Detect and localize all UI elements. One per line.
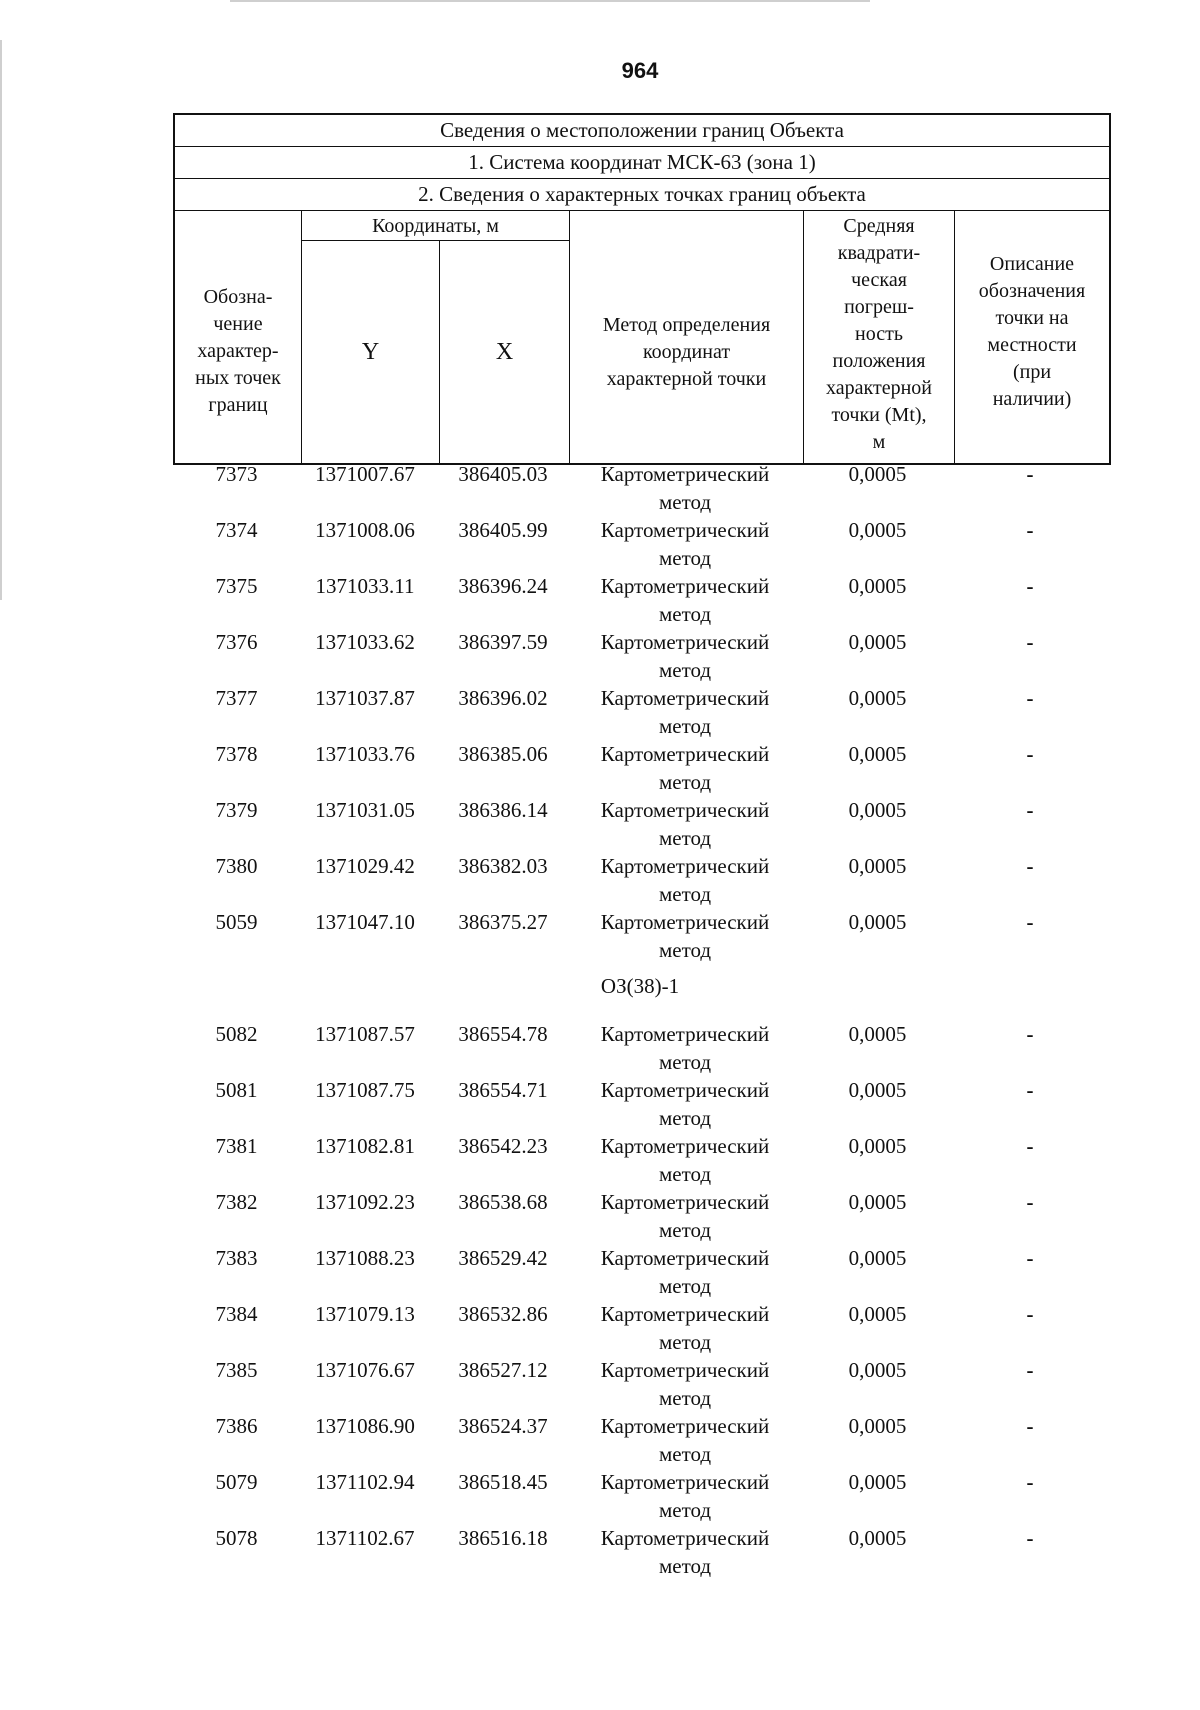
description: - [1026, 1022, 1034, 1046]
method: Картометрический метод [600, 1414, 770, 1466]
method: Картометрический метод [600, 1078, 770, 1130]
coord-x: 386405.03 [458, 462, 548, 486]
column-header-error-label: Средняя квадрати- ческая погреш- ность положения характерной точки (Mt), м [826, 215, 932, 453]
point-id: 5081 [215, 1078, 258, 1102]
coord-y: 1371087.57 [315, 1022, 415, 1046]
description: - [1026, 574, 1034, 598]
column-header-description [955, 211, 1109, 463]
error-value: 0,0005 [848, 1302, 907, 1326]
coord-x: 386397.59 [458, 630, 548, 654]
table-title: Сведения о местоположении границ Объекта [175, 115, 1109, 147]
error-value: 0,0005 [848, 1470, 907, 1494]
error-value: 0,0005 [848, 462, 907, 486]
coord-y: 1371007.67 [315, 462, 415, 486]
table-row [173, 796, 1111, 852]
method: Картометрический метод [600, 1022, 770, 1074]
method: Картометрический метод [600, 574, 770, 626]
table-row [173, 1076, 1111, 1132]
column-header-id [175, 211, 302, 463]
coord-y: 1371033.11 [315, 574, 415, 598]
table-row [173, 740, 1111, 796]
table-row [173, 1468, 1111, 1524]
point-id: 5078 [215, 1526, 258, 1550]
error-value: 0,0005 [848, 1078, 907, 1102]
point-id: 5079 [215, 1470, 258, 1494]
method: Картометрический метод [600, 686, 770, 738]
coord-x: 386396.24 [458, 574, 548, 598]
coord-y: 1371029.42 [315, 854, 415, 878]
coord-x: 386538.68 [458, 1190, 548, 1214]
coord-x: 386524.37 [458, 1414, 548, 1438]
description: - [1026, 1134, 1034, 1158]
error-value: 0,0005 [848, 630, 907, 654]
point-id: 7381 [215, 1134, 258, 1158]
error-value: 0,0005 [848, 854, 907, 878]
table-body [173, 460, 1111, 1580]
method: Картометрический метод [600, 1134, 770, 1186]
coord-x: 386532.86 [458, 1302, 548, 1326]
point-id: 5082 [215, 1022, 258, 1046]
column-header-id-label: Обозна- чение характер- ных точек границ [195, 285, 281, 416]
error-value: 0,0005 [848, 574, 907, 598]
table-row [173, 908, 1111, 964]
table-row [173, 572, 1111, 628]
point-id: 7374 [215, 518, 258, 542]
coord-x: 386516.18 [458, 1526, 548, 1550]
table-row [173, 684, 1111, 740]
scan-artifact-top [230, 0, 870, 2]
table-row [173, 1524, 1111, 1580]
table-row [173, 1244, 1111, 1300]
error-value: 0,0005 [848, 1526, 907, 1550]
coord-x: 386554.71 [458, 1078, 548, 1102]
method: Картометрический метод [600, 1470, 770, 1522]
coord-y: 1371047.10 [315, 910, 415, 934]
table-row [173, 1412, 1111, 1468]
description: - [1026, 1358, 1034, 1382]
coord-x: 386527.12 [458, 1358, 548, 1382]
coord-y: 1371037.87 [315, 686, 415, 710]
method: Картометрический метод [600, 854, 770, 906]
description: - [1026, 518, 1034, 542]
coord-x: 386554.78 [458, 1022, 548, 1046]
description: - [1026, 1302, 1034, 1326]
coord-y: 1371033.62 [315, 630, 415, 654]
method: Картометрический метод [600, 1246, 770, 1298]
description: - [1026, 1078, 1034, 1102]
description: - [1026, 1526, 1034, 1550]
column-header-y: Y [302, 241, 440, 463]
coord-y: 1371102.94 [315, 1470, 415, 1494]
error-value: 0,0005 [848, 518, 907, 542]
coord-x: 386386.14 [458, 798, 548, 822]
point-id: 7382 [215, 1190, 258, 1214]
point-id: 7375 [215, 574, 258, 598]
coord-y: 1371102.67 [315, 1526, 415, 1550]
method: Картометрический метод [600, 462, 770, 514]
description: - [1026, 910, 1034, 934]
column-header-description-label: Описание обозначения точки на местности (при наличии) [978, 253, 1086, 410]
coord-y: 1371092.23 [315, 1190, 415, 1214]
point-id: 7379 [215, 798, 258, 822]
error-value: 0,0005 [848, 686, 907, 710]
column-headers [175, 211, 1109, 463]
method: Картометрический метод [600, 630, 770, 682]
method: Картометрический метод [600, 798, 770, 850]
method: Картометрический метод [600, 910, 770, 962]
description: - [1026, 1470, 1034, 1494]
table-row [173, 460, 1111, 516]
table-header [173, 113, 1111, 465]
error-value: 0,0005 [848, 1246, 907, 1270]
column-header-x: X [440, 241, 570, 463]
coord-y: 1371082.81 [315, 1134, 415, 1158]
description: - [1026, 686, 1034, 710]
error-value: 0,0005 [848, 1022, 907, 1046]
coordinate-system: 1. Система координат МСК-63 (зона 1) [175, 147, 1109, 179]
method: Картометрический метод [600, 1190, 770, 1242]
page-number: 964 [621, 58, 659, 83]
error-value: 0,0005 [848, 1414, 907, 1438]
coord-x: 386518.45 [458, 1470, 548, 1494]
coord-y: 1371033.76 [315, 742, 415, 766]
description: - [1026, 630, 1034, 654]
table-row [173, 1188, 1111, 1244]
coord-x: 386405.99 [458, 518, 548, 542]
coord-y: 1371086.90 [315, 1414, 415, 1438]
table-row [173, 1356, 1111, 1412]
table-row [173, 1300, 1111, 1356]
point-id: 7383 [215, 1246, 258, 1270]
coord-y: 1371087.75 [315, 1078, 415, 1102]
description: - [1026, 1414, 1034, 1438]
column-header-method-label: Метод определения координат характерной точки [602, 313, 771, 390]
point-id: 7378 [215, 742, 258, 766]
subsection-title-text: ОЗ(38)-1 [600, 974, 680, 998]
description: - [1026, 742, 1034, 766]
scan-artifact-left [0, 40, 2, 600]
description: - [1026, 798, 1034, 822]
coord-x: 386529.42 [458, 1246, 548, 1270]
coord-x: 386396.02 [458, 686, 548, 710]
table-row [173, 516, 1111, 572]
error-value: 0,0005 [848, 798, 907, 822]
section-heading: 2. Сведения о характерных точках границ объекта [175, 179, 1109, 211]
error-value: 0,0005 [848, 1134, 907, 1158]
error-value: 0,0005 [848, 1190, 907, 1214]
description: - [1026, 462, 1034, 486]
column-header-error [804, 211, 955, 463]
point-id: 7385 [215, 1358, 258, 1382]
coord-y: 1371008.06 [315, 518, 415, 542]
coord-y: 1371079.13 [315, 1302, 415, 1326]
method: Картометрический метод [600, 1358, 770, 1410]
table-row [173, 628, 1111, 684]
error-value: 0,0005 [848, 1358, 907, 1382]
coord-x: 386382.03 [458, 854, 548, 878]
table-row [173, 852, 1111, 908]
coord-y: 1371088.23 [315, 1246, 415, 1270]
point-id: 7384 [215, 1302, 258, 1326]
method: Картометрический метод [600, 742, 770, 794]
method: Картометрический метод [600, 1302, 770, 1354]
point-id: 7380 [215, 854, 258, 878]
coord-x: 386385.06 [458, 742, 548, 766]
method: Картометрический метод [600, 1526, 770, 1578]
description: - [1026, 1190, 1034, 1214]
column-header-method [570, 211, 804, 463]
point-id: 7377 [215, 686, 258, 710]
point-id: 7386 [215, 1414, 258, 1438]
table-row [173, 1132, 1111, 1188]
error-value: 0,0005 [848, 910, 907, 934]
description: - [1026, 1246, 1034, 1270]
point-id: 7373 [215, 462, 258, 486]
coord-x: 386375.27 [458, 910, 548, 934]
subsection-title [173, 964, 1111, 1020]
table-row [173, 1020, 1111, 1076]
coord-x: 386542.23 [458, 1134, 548, 1158]
coord-y: 1371031.05 [315, 798, 415, 822]
point-id: 5059 [215, 910, 258, 934]
point-id: 7376 [215, 630, 258, 654]
error-value: 0,0005 [848, 742, 907, 766]
description: - [1026, 854, 1034, 878]
method: Картометрический метод [600, 518, 770, 570]
coord-y: 1371076.67 [315, 1358, 415, 1382]
column-header-coordinates: Координаты, м [302, 211, 570, 241]
